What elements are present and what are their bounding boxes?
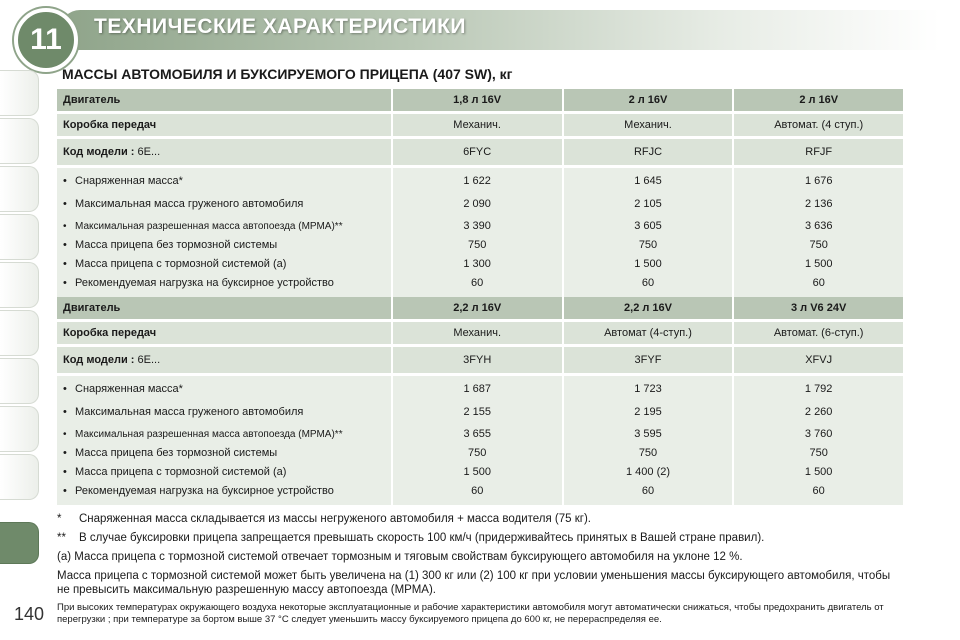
mass-label [63, 482, 385, 501]
bullet: • [63, 447, 67, 459]
mass-value: 60 [812, 277, 825, 289]
mass-value: 750 [467, 239, 487, 251]
mass-label [63, 463, 385, 482]
mass-label [63, 236, 385, 255]
mass-value: 1 500 [804, 466, 833, 478]
model-code-label: Код модели : [63, 354, 135, 366]
footnote-text: Масса прицепа с тормозной системой может быть увеличена на (1) 300 кг или (2) 100 кг при условии уменьшения массы буксирующего автомобиля, чтобы не превысить максимальную разрешенную массу автопоезда (МРМА). [57, 570, 891, 596]
bullet: • [63, 485, 67, 497]
mass-value: 2 195 [634, 406, 662, 418]
model-code-prefix: 6E... [137, 354, 161, 366]
mass-value: 1 500 [634, 258, 662, 270]
engine-row [57, 297, 903, 319]
page-title: ТЕХНИЧЕСКИЕ ХАРАКТЕРИСТИКИ [94, 15, 467, 38]
mass-value: 2 090 [463, 198, 491, 210]
model-code-prefix: 6E... [137, 146, 161, 158]
gearbox-value: Механич. [391, 114, 562, 136]
engine-value: 2,2 л 16V [562, 297, 733, 319]
chapter-tab[interactable] [0, 214, 39, 260]
gearbox-row [57, 322, 903, 344]
chapter-tab-active[interactable] [0, 522, 39, 564]
mass-label-text: Масса прицепа с тормозной системой (а) [75, 466, 287, 478]
mass-value: 60 [471, 485, 484, 497]
mass-table-1 [57, 86, 903, 300]
mass-value: 1 676 [804, 175, 833, 187]
gearbox-label: Коробка передач [57, 322, 391, 344]
mass-label-text: Рекомендуемая нагрузка на буксирное устройство [75, 485, 334, 497]
mass-label-text: Снаряженная масса* [75, 383, 183, 395]
footnote-text: (а) Масса прицепа с тормозной системой отвечает тормозным и тяговым свойствам буксирующего автомобиля на уклоне 12 %. [57, 551, 743, 563]
engine-label: Двигатель [57, 89, 391, 111]
footnote [57, 550, 903, 564]
model-code-row [57, 347, 903, 373]
gearbox-value: Механич. [562, 114, 733, 136]
mass-value: 750 [638, 447, 658, 459]
gearbox-row [57, 114, 903, 136]
mass-value: 1 500 [804, 258, 833, 270]
mass-value: 1 645 [634, 175, 662, 187]
mass-value: 3 390 [463, 220, 491, 232]
gearbox-value: Механич. [391, 322, 562, 344]
mass-value: 3 595 [634, 428, 662, 440]
mass-value: 2 105 [634, 198, 662, 210]
mass-label [63, 217, 385, 236]
model-code-value: RFJF [732, 139, 903, 165]
mass-values-cell [732, 168, 903, 297]
bullet: • [63, 406, 67, 418]
footnote [57, 512, 903, 526]
mass-value: 1 400 (2) [625, 466, 671, 478]
mass-label [63, 444, 385, 463]
mass-label-text: Масса прицепа с тормозной системой (а) [75, 258, 287, 270]
mass-values-cell [732, 376, 903, 505]
engine-label: Двигатель [57, 297, 391, 319]
mass-label-text: Максимальная масса груженого автомобиля [75, 406, 304, 418]
model-code-label-cell [57, 347, 391, 373]
model-code-value: 3FYF [562, 347, 733, 373]
mass-value: 3 760 [804, 428, 833, 440]
mass-value: 750 [468, 447, 487, 459]
chapter-tab[interactable] [0, 406, 39, 452]
mass-value: 1 723 [634, 383, 662, 395]
model-code-value: RFJC [562, 139, 733, 165]
mass-label [63, 255, 385, 274]
chapter-tab[interactable] [0, 310, 39, 356]
mass-label [63, 191, 385, 217]
mass-label-text: Максимальная масса груженого автомобиля [75, 198, 304, 210]
mass-label [63, 425, 385, 444]
engine-row [57, 89, 903, 111]
bullet: • [63, 277, 67, 289]
model-code-label: Код модели : [63, 146, 135, 158]
chapter-tab[interactable] [0, 262, 39, 308]
engine-value: 2,2 л 16V [391, 297, 562, 319]
chapter-number-badge: 11 [14, 8, 78, 72]
section-title: МАССЫ АВТОМОБИЛЯ И БУКСИРУЕМОГО ПРИЦЕПА (407 SW), кг [62, 66, 513, 82]
mass-value: 60 [812, 485, 825, 497]
page-number: 140 [14, 604, 45, 624]
engine-value: 1,8 л 16V [391, 89, 562, 111]
bullet: • [63, 429, 67, 440]
mass-labels-cell [57, 168, 391, 297]
mass-label-text: Максимальная разрешенная масса автопоезда (МРМА)** [75, 221, 343, 232]
mass-value: 1 687 [463, 383, 491, 395]
mass-value: 750 [638, 239, 658, 251]
bullet: • [63, 221, 67, 232]
chapter-tab[interactable] [0, 166, 39, 212]
model-code-label-cell [57, 139, 391, 165]
mass-value: 1 792 [804, 383, 833, 395]
model-code-row [57, 139, 903, 165]
mass-body-row [57, 376, 903, 505]
footnote [57, 569, 903, 597]
bullet: • [63, 258, 67, 270]
footnote-text: Снаряженная масса складывается из массы негруженого автомобиля + масса водителя (75 кг). [79, 513, 591, 525]
chapter-tabs [0, 70, 42, 502]
mass-label [63, 399, 385, 425]
mass-values-cell [562, 376, 733, 505]
chapter-tab[interactable] [0, 70, 39, 116]
footnote-mark: * [57, 513, 62, 525]
engine-value: 2 л 16V [732, 89, 903, 111]
mass-label-text: Максимальная разрешенная масса автопоезда (МРМА)** [75, 429, 343, 440]
mass-values-cell [562, 168, 733, 297]
footnote [57, 531, 903, 545]
gearbox-label: Коробка передач [57, 114, 391, 136]
model-code-value: XFVJ [732, 347, 903, 373]
engine-value: 2 л 16V [562, 89, 733, 111]
mass-values-cell [391, 376, 562, 505]
bullet: • [63, 175, 67, 187]
gearbox-value: Автомат. (6-ступ.) [732, 322, 903, 344]
footnote-text: В случае буксировки прицепа запрещается превышать скорость 100 км/ч (придерживайтесь принятых в Вашей стране правил). [79, 532, 765, 544]
engine-value: 3 л V6 24V [732, 297, 903, 319]
model-code-value: 3FYH [391, 347, 562, 373]
mass-value: 1 500 [463, 466, 491, 478]
mass-value: 3 655 [463, 428, 491, 440]
chapter-tab[interactable] [0, 118, 39, 164]
mass-value: 2 260 [804, 406, 833, 418]
mass-values-cell [391, 168, 562, 297]
mass-value: 1 300 [463, 258, 491, 270]
temperature-note: При высоких температурах окружающего воздуха некоторые эксплуатационные и рабочие характеристики автомобиля могут автоматически снижаться, чтобы предохранить двигатель от перегрузки ; при температуре за бортом выше 37 °С следует уменьшить массу буксируемого прицепа до 600 кг, не перераспределяя ее. [57, 602, 884, 625]
bullet: • [63, 383, 67, 395]
mass-body-row [57, 168, 903, 297]
chapter-tab[interactable] [0, 454, 39, 500]
mass-value: 750 [809, 447, 828, 459]
mass-value: 2 155 [463, 406, 491, 418]
bullet: • [63, 198, 67, 210]
mass-value: 3 605 [634, 220, 662, 232]
mass-label-text: Масса прицепа без тормозной системы [75, 239, 278, 251]
mass-value: 60 [641, 277, 655, 289]
mass-value: 60 [641, 485, 655, 497]
gearbox-value: Автомат (4-ступ.) [562, 322, 733, 344]
mass-label-text: Снаряженная масса* [75, 175, 183, 187]
mass-value: 1 622 [463, 175, 491, 187]
mass-value: 2 136 [804, 198, 833, 210]
mass-value: 750 [809, 239, 828, 251]
gearbox-value: Автомат. (4 ступ.) [732, 114, 903, 136]
mass-label-text: Рекомендуемая нагрузка на буксирное устройство [75, 277, 334, 289]
mass-table-2 [57, 294, 903, 508]
chapter-tab[interactable] [0, 358, 39, 404]
model-code-value: 6FYC [391, 139, 562, 165]
mass-label [63, 172, 385, 191]
mass-label-text: Масса прицепа без тормозной системы [75, 447, 278, 459]
mass-value: 60 [471, 277, 484, 289]
footnotes [57, 512, 903, 631]
bullet: • [63, 466, 67, 478]
footnote-mark: ** [57, 532, 66, 544]
mass-label [63, 274, 385, 293]
mass-value: 3 636 [804, 220, 833, 232]
mass-label [63, 380, 385, 399]
bullet: • [63, 239, 67, 251]
mass-labels-cell [57, 376, 391, 505]
